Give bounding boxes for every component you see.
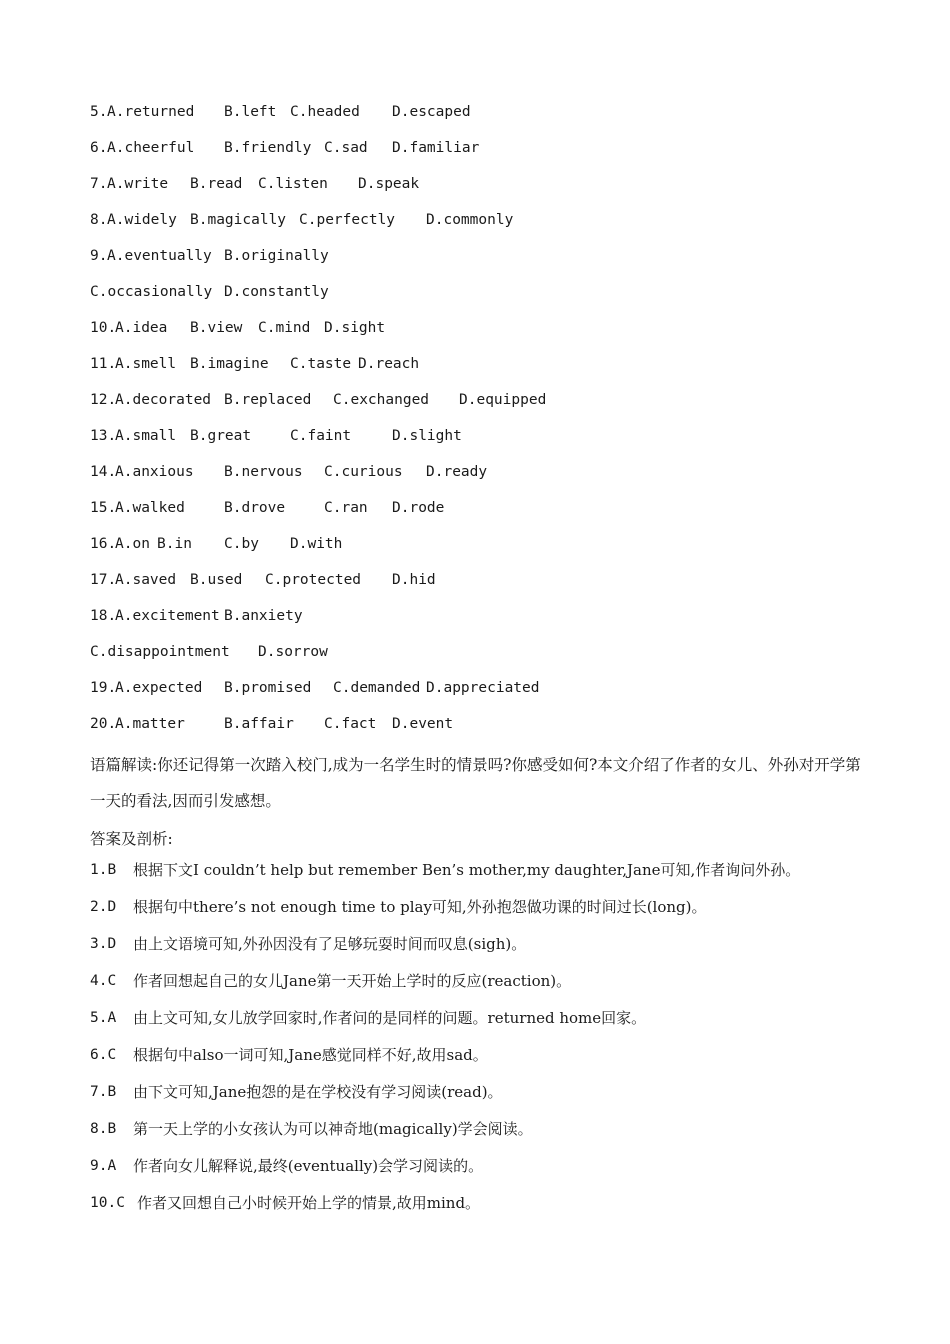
option-choice: A.saved — [115, 572, 177, 588]
question-number: 12. — [90, 392, 117, 408]
answer-line — [90, 857, 870, 894]
option-choice: C.headed — [290, 104, 360, 120]
option-choice: A.eventually — [107, 248, 212, 264]
option-choice: C.mind — [258, 320, 311, 336]
question-number: 14. — [90, 464, 117, 480]
option-choice: C.listen — [258, 176, 328, 192]
answer-explanation: 根据句中there’s not enough time to play可知,外孙抱怨做功课的时间过长(long)。 — [133, 898, 707, 916]
option-choice: B.affair — [224, 716, 294, 732]
answer-explanation: 由上文语境可知,外孙因没有了足够玩耍时间而叹息(sigh)。 — [133, 935, 527, 953]
option-choice: D.ready — [426, 464, 488, 480]
question-number: 6. — [90, 140, 108, 156]
option-choice: B.great — [190, 428, 252, 444]
option-choice: B.imagine — [190, 356, 269, 372]
option-choice: A.matter — [115, 716, 185, 732]
option-choice: B.magically — [190, 212, 287, 228]
option-choice: D.hid — [392, 572, 436, 588]
answer-key: 8.B — [90, 1121, 117, 1137]
option-choice: D.slight — [392, 428, 462, 444]
option-choice: D.equipped — [459, 392, 547, 408]
option-choice: B.drove — [224, 500, 286, 516]
option-choice: D.reach — [358, 356, 420, 372]
question-number: 16. — [90, 536, 117, 552]
option-line — [90, 676, 870, 712]
answer-line — [90, 894, 870, 931]
option-choice: B.in — [157, 536, 192, 552]
answer-explanation: 作者又回想自己小时候开始上学的情景,故用mind。 — [137, 1194, 481, 1212]
option-choice: B.anxiety — [224, 608, 303, 624]
option-choice: D.sorrow — [258, 644, 328, 660]
option-choice: A.expected — [115, 680, 203, 696]
answer-line — [90, 1042, 870, 1079]
option-choice: A.idea — [115, 320, 168, 336]
option-choice: D.event — [392, 716, 454, 732]
answer-key: 9.A — [90, 1158, 117, 1174]
option-choice: D.familiar — [392, 140, 480, 156]
passage-intro: 语篇解读:你还记得第一次踏入校门,成为一名学生时的情景吗?你感受如何?本文介绍了作者的女儿、外孙对开学第一天的看法,因而引发感想。 — [90, 756, 861, 810]
option-choice: C.demanded — [333, 680, 421, 696]
answer-explanation: 由上文可知,女儿放学回家时,作者问的是同样的问题。returned home回家。 — [133, 1009, 647, 1027]
option-choice: A.cheerful — [107, 140, 195, 156]
option-choice: B.originally — [224, 248, 329, 264]
question-number: 10. — [90, 320, 117, 336]
option-choice: D.commonly — [426, 212, 514, 228]
answer-line — [90, 931, 870, 968]
option-choice: C.perfectly — [299, 212, 396, 228]
option-choice: A.walked — [115, 500, 185, 516]
option-line — [90, 352, 870, 388]
option-choice: C.exchanged — [333, 392, 430, 408]
option-choice: C.sad — [324, 140, 368, 156]
answer-key: 4.C — [90, 973, 117, 989]
answer-key: 3.D — [90, 936, 117, 952]
question-number: 17. — [90, 572, 117, 588]
answer-key: 5.A — [90, 1010, 117, 1026]
answer-line — [90, 968, 870, 1005]
answer-line — [90, 1079, 870, 1116]
answer-explanation: 根据句中also一词可知,Jane感觉同样不好,故用sad。 — [133, 1046, 488, 1064]
option-line — [90, 712, 870, 748]
option-line — [90, 388, 870, 424]
option-line — [90, 316, 870, 352]
option-line — [90, 460, 870, 496]
option-choice: A.anxious — [115, 464, 194, 480]
answer-key: 6.C — [90, 1047, 117, 1063]
option-choice: B.friendly — [224, 140, 312, 156]
question-number: 5. — [90, 104, 108, 120]
answer-line — [90, 1005, 870, 1042]
option-choice: A.write — [107, 176, 169, 192]
answer-key: 2.D — [90, 899, 117, 915]
question-number: 8. — [90, 212, 108, 228]
option-line — [90, 604, 870, 640]
question-number: 7. — [90, 176, 108, 192]
option-choice: D.sight — [324, 320, 386, 336]
option-line — [90, 532, 870, 568]
option-line — [90, 280, 870, 316]
answer-explanation: 根据下文I couldn’t help but remember Ben’s mother,my daughter,Jane可知,作者询问外孙。 — [133, 861, 801, 879]
option-choice: C.protected — [265, 572, 362, 588]
option-choice: A.decorated — [115, 392, 212, 408]
answer-explanation: 作者回想起自己的女儿Jane第一天开始上学时的反应(reaction)。 — [133, 972, 572, 990]
question-number: 20. — [90, 716, 117, 732]
option-choice: B.read — [190, 176, 243, 192]
answer-explanation: 第一天上学的小女孩认为可以神奇地(magically)学会阅读。 — [133, 1120, 533, 1138]
question-number: 13. — [90, 428, 117, 444]
page-content — [90, 100, 870, 1227]
answer-key: 1.B — [90, 862, 117, 878]
option-choice: D.appreciated — [426, 680, 540, 696]
option-choice: D.constantly — [224, 284, 329, 300]
option-line — [90, 244, 870, 280]
option-line — [90, 496, 870, 532]
answer-key: 7.B — [90, 1084, 117, 1100]
option-choice: A.returned — [107, 104, 195, 120]
option-choice: C.by — [224, 536, 259, 552]
option-choice: C.curious — [324, 464, 403, 480]
option-line — [90, 208, 870, 244]
answer-line — [90, 1116, 870, 1153]
option-choice: B.replaced — [224, 392, 312, 408]
option-line — [90, 568, 870, 604]
answer-key: 10.C — [90, 1195, 125, 1211]
answers-list — [90, 857, 870, 1227]
option-choice: A.small — [115, 428, 177, 444]
option-choice: C.fact — [324, 716, 377, 732]
option-choice: C.taste — [290, 356, 352, 372]
answer-explanation: 由下文可知,Jane抱怨的是在学校没有学习阅读(read)。 — [133, 1083, 503, 1101]
option-choice: C.occasionally — [90, 284, 213, 300]
option-line — [90, 424, 870, 460]
question-number: 18. — [90, 608, 117, 624]
option-choice: B.nervous — [224, 464, 303, 480]
option-choice: D.with — [290, 536, 343, 552]
analysis-title: 答案及剖析: — [90, 830, 173, 848]
option-choice: D.speak — [358, 176, 420, 192]
answer-line — [90, 1153, 870, 1190]
answer-line — [90, 1190, 870, 1227]
options-list — [90, 100, 870, 748]
option-line — [90, 172, 870, 208]
option-line — [90, 640, 870, 676]
option-choice: A.widely — [107, 212, 177, 228]
option-choice: B.used — [190, 572, 243, 588]
question-number: 19. — [90, 680, 117, 696]
option-choice: D.rode — [392, 500, 445, 516]
option-choice: C.disappointment — [90, 644, 230, 660]
option-choice: B.left — [224, 104, 277, 120]
option-choice: A.smell — [115, 356, 177, 372]
question-number: 9. — [90, 248, 108, 264]
question-number: 11. — [90, 356, 117, 372]
option-line — [90, 136, 870, 172]
option-line — [90, 100, 870, 136]
option-choice: B.promised — [224, 680, 312, 696]
answer-explanation: 作者向女儿解释说,最终(eventually)会学习阅读的。 — [133, 1157, 484, 1175]
question-number: 15. — [90, 500, 117, 516]
option-choice: B.view — [190, 320, 243, 336]
option-choice: D.escaped — [392, 104, 471, 120]
option-choice: C.ran — [324, 500, 368, 516]
option-choice: A.on — [115, 536, 150, 552]
option-choice: A.excitement — [115, 608, 220, 624]
option-choice: C.faint — [290, 428, 352, 444]
